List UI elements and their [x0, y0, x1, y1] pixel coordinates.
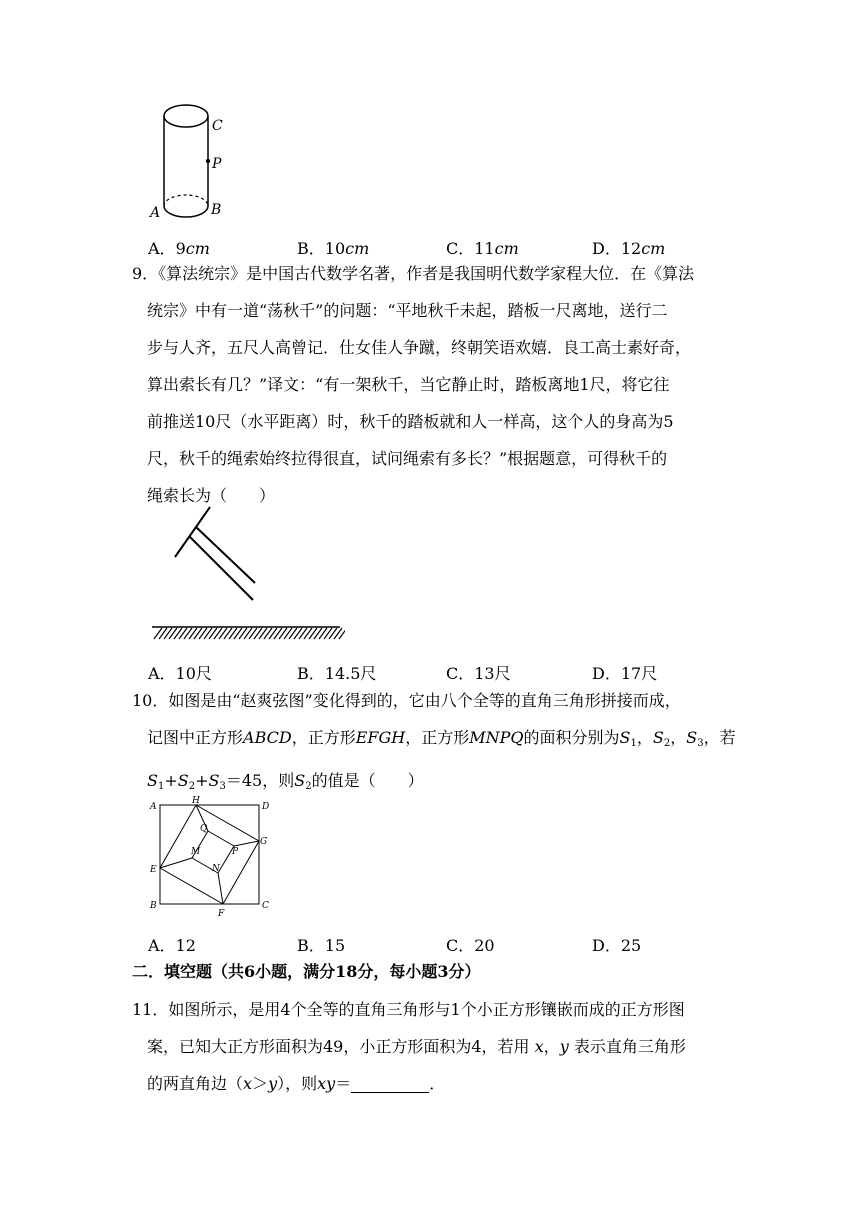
fig10-label-d: D — [262, 802, 270, 812]
q9-line: 尺，秋千的绳索始终拉得很直，试问绳索有多长？”根据题意，可得秋千的 — [147, 449, 668, 468]
q9-option-a[interactable]: A．10尺 — [148, 664, 212, 683]
q10-line1: 10．如图是由“赵爽弦图”变化得到的，它由八个全等的直角三角形拼接而成， — [132, 691, 681, 710]
q11-line3: 的两直角边（x＞y），则xy＝ ． — [147, 1074, 446, 1093]
q10-option-a[interactable]: A．12 — [148, 936, 196, 955]
fig10-label-b: B — [150, 901, 157, 911]
q8-option-d[interactable]: D．12cm — [592, 239, 666, 258]
label-c: C — [212, 118, 223, 134]
label-p: P — [212, 156, 222, 172]
fig10-label-e: E — [150, 865, 157, 875]
fig10-label-a: A — [150, 802, 157, 812]
zhao-shuang-figure — [148, 795, 273, 917]
q9-line: 算出索长有几？”译文：“有一架秋千，当它静止时，踏板离地1尺，将它往 — [147, 375, 670, 394]
q10-line2: 记图中正方形ABCD，正方形EFGH，正方形MNPQ的面积分别为$S_1$，$S_2$，$S_3$，若 — [147, 728, 736, 749]
q9-line: 9．《算法统宗》是中国古代数学名著，作者是我国明代数学家程大位．在《算法 — [132, 264, 695, 283]
q11-text — [132, 991, 686, 1102]
fig10-label-n: N — [212, 864, 220, 874]
q9-line: 统宗》中有一道“荡秋千”的问题：“平地秋千未起，踏板一尺离地，送行二 — [147, 301, 668, 320]
answer-blank[interactable] — [351, 1074, 429, 1093]
fig10-label-g: G — [260, 837, 268, 847]
q8-option-b[interactable]: B．10cm — [297, 239, 370, 258]
fig10-label-f: F — [218, 909, 225, 917]
swing-figure — [150, 505, 345, 647]
q11-line1: 11．如图所示，是用4个全等的直角三角形与1个小正方形镶嵌而成的正方形图 — [132, 1000, 685, 1019]
fig10-label-q: Q — [200, 824, 208, 834]
q10-line3: $S_1+S_2+S_3=45$，则$S_2$的值是（ ） — [147, 771, 424, 792]
ground-hatch-line — [339, 628, 345, 639]
fig10-label-m: M — [191, 847, 201, 857]
q8-option-a[interactable]: A．9cm — [148, 239, 210, 258]
cylinder-figure — [145, 98, 235, 223]
q10-option-d[interactable]: D．25 — [592, 936, 642, 955]
q8-option-c[interactable]: C．11cm — [446, 239, 519, 258]
q9-text — [132, 255, 694, 514]
q9-option-d[interactable]: D．17尺 — [592, 664, 658, 683]
fig10-label-c: C — [262, 901, 269, 911]
fig10-label-h: H — [192, 796, 200, 806]
q9-line: 前推送10尺（水平距离）时，秋千的踏板就和人一样高，这个人的身高为5 — [147, 412, 674, 431]
q9-option-c[interactable]: C．13尺 — [446, 664, 511, 683]
label-b: B — [211, 202, 222, 218]
fig10-label-p: P — [232, 847, 239, 857]
q9-option-b[interactable]: B．14.5尺 — [297, 664, 377, 683]
q10-text — [132, 682, 736, 805]
q11-line2: 案，已知大正方形面积为49，小正方形面积为4，若用 x，y 表示直角三角形 — [147, 1037, 686, 1056]
q9-line: 步与人齐，五尺人高曾记．仕女佳人争蹴，终朝笑语欢嬉．良工高士素好奇， — [147, 338, 692, 357]
label-a: A — [150, 205, 161, 221]
q10-option-c[interactable]: C．20 — [446, 936, 495, 955]
q10-option-b[interactable]: B．15 — [297, 936, 346, 955]
section-heading: 二．填空题（共6小题，满分18分，每小题3分） — [132, 962, 481, 981]
q9-line: 绳索长为（ ） — [147, 486, 276, 505]
